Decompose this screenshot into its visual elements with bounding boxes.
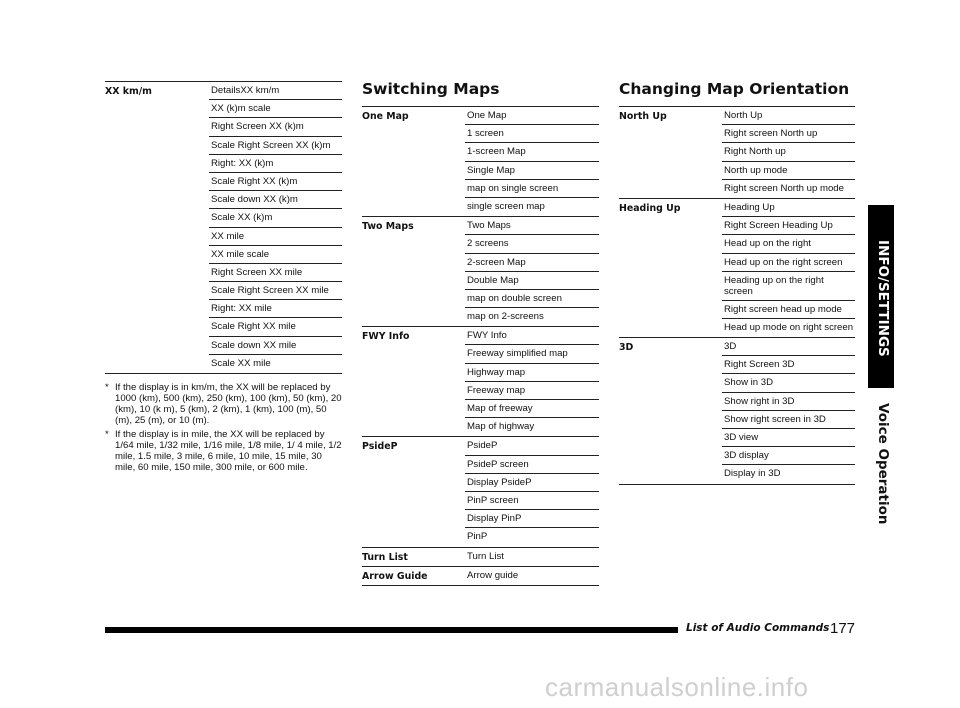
command-value: Two Maps bbox=[465, 217, 599, 235]
command-value: Right Screen XX (k)m bbox=[209, 118, 342, 136]
command-value: Right Screen XX mile bbox=[209, 264, 342, 282]
command-group bbox=[362, 327, 599, 437]
command-value: Right screen North up mode bbox=[724, 182, 844, 194]
group-key: FWY Info bbox=[362, 331, 410, 343]
command-value: Display PinP bbox=[465, 510, 599, 528]
command-value: Scale Right Screen XX (k)m bbox=[209, 137, 342, 155]
command-value: Freeway map bbox=[465, 382, 599, 400]
command-value: DetailsXX km/m bbox=[209, 82, 342, 100]
command-value: Scale Right XX (k)m bbox=[209, 173, 342, 191]
command-value: Right screen head up mode bbox=[722, 301, 855, 319]
command-value: Head up on the right bbox=[722, 235, 855, 253]
group-key: One Map bbox=[362, 111, 409, 122]
command-group bbox=[619, 107, 855, 199]
command-value: PinP screen bbox=[465, 492, 599, 510]
command-value: Right: XX (k)m bbox=[209, 155, 342, 173]
group-key: Turn List bbox=[362, 551, 408, 563]
command-value: FWY Info bbox=[465, 327, 599, 345]
command-value: Scale XX (k)m bbox=[209, 209, 342, 227]
section-heading: Switching Maps bbox=[362, 80, 500, 98]
group-values bbox=[465, 567, 599, 585]
command-value: Heading Up bbox=[722, 199, 855, 217]
command-value: 1 screen bbox=[465, 125, 599, 143]
scale-group bbox=[105, 81, 342, 374]
group-values bbox=[465, 548, 599, 566]
command-value: Map of highway bbox=[467, 421, 535, 433]
command-value: Scale down XX mile bbox=[209, 337, 342, 355]
group-values bbox=[722, 199, 855, 337]
footer-section-title: List of Audio Commands bbox=[686, 622, 830, 634]
command-value: Map of freeway bbox=[465, 400, 599, 418]
command-value: Single Map bbox=[465, 162, 599, 180]
command-group bbox=[362, 107, 599, 217]
group-key: Two Maps bbox=[362, 221, 414, 233]
command-value: 3D display bbox=[722, 447, 855, 465]
command-value: Show in 3D bbox=[722, 374, 855, 392]
command-value: Right Screen Heading Up bbox=[722, 217, 855, 235]
command-value: map on double screen bbox=[465, 290, 599, 308]
group-values bbox=[209, 82, 342, 373]
command-group bbox=[619, 199, 855, 338]
command-value: Head up on the right screen bbox=[722, 254, 855, 272]
command-value: 3D view bbox=[722, 429, 855, 447]
group-values bbox=[465, 327, 599, 436]
scale-commands-column bbox=[105, 81, 342, 476]
watermark: carmanualsonline.info bbox=[545, 672, 809, 702]
section-tab-label-active: INFO/SETTINGS bbox=[875, 240, 891, 357]
footnote-marker: * bbox=[105, 382, 109, 393]
command-value: Scale XX mile bbox=[211, 357, 271, 369]
command-value: single screen map bbox=[467, 200, 545, 212]
command-value: Scale Right XX mile bbox=[209, 318, 342, 336]
command-value: Heading up on the right screen bbox=[722, 272, 855, 301]
group-key: XX km/m bbox=[105, 86, 152, 97]
footer-rule bbox=[105, 627, 678, 633]
group-key: 3D bbox=[619, 342, 634, 354]
switching-maps-table bbox=[362, 106, 599, 586]
footnote-text: If the display is in mile, the XX will be replaced by 1/64 mile, 1/32 mile, 1/16 mile, 1/8 mile, 1/ 4 mile, 1/2 mile, 1.5 mile, 3 mile, 6 mile, 10 mile, 15 mile, 30 mile, 60 mile, 150 mile, 300 mile, or 600 mile. bbox=[115, 429, 342, 473]
command-group bbox=[362, 437, 599, 547]
command-value: map on 2-screens bbox=[467, 311, 544, 323]
group-values bbox=[722, 107, 855, 198]
command-group bbox=[362, 217, 599, 327]
command-value: Scale down XX (k)m bbox=[209, 191, 342, 209]
group-key: Arrow Guide bbox=[362, 570, 428, 582]
command-value: Show right screen in 3D bbox=[722, 411, 855, 429]
section-tab-label: Voice Operation bbox=[875, 403, 891, 525]
command-value: XX mile bbox=[209, 228, 342, 246]
group-key: PsideP bbox=[362, 441, 398, 453]
section-heading: Changing Map Orientation bbox=[619, 80, 850, 98]
command-value: PsideP screen bbox=[465, 456, 599, 474]
footnote bbox=[105, 382, 342, 426]
footnote-marker: * bbox=[105, 429, 109, 440]
command-value: map on single screen bbox=[465, 180, 599, 198]
footnote-text: If the display is in km/m, the XX will be replaced by 1000 (km), 500 (km), 250 (km), 100 (km), 50 (km), 20 (km), 10 (k m), 5 (km), 2 (km), 1 (km), 100 (m), 50 (m), 25 (m), or 10 (m). bbox=[115, 382, 342, 426]
group-values bbox=[465, 437, 599, 546]
command-value: Show right in 3D bbox=[722, 393, 855, 411]
command-value: One Map bbox=[465, 107, 599, 125]
command-value: Display PsideP bbox=[465, 474, 599, 492]
footnotes bbox=[105, 382, 342, 473]
command-value: Right: XX mile bbox=[209, 300, 342, 318]
group-values bbox=[465, 217, 599, 326]
command-value: Highway map bbox=[465, 364, 599, 382]
command-value: North Up bbox=[722, 107, 855, 125]
command-value: Double Map bbox=[465, 272, 599, 290]
command-value: XX mile scale bbox=[209, 246, 342, 264]
map-orientation-table bbox=[619, 106, 855, 485]
group-key: North Up bbox=[619, 111, 667, 122]
command-value: PsideP bbox=[465, 437, 599, 455]
footnote bbox=[105, 429, 342, 473]
page-number: 177 bbox=[830, 620, 856, 637]
switching-maps-column bbox=[362, 80, 599, 586]
command-value: 2-screen Map bbox=[465, 254, 599, 272]
command-value: 2 screens bbox=[465, 235, 599, 253]
command-value: Turn List bbox=[467, 550, 504, 562]
command-value: XX (k)m scale bbox=[209, 100, 342, 118]
command-value: 1-screen Map bbox=[465, 143, 599, 161]
group-key: Heading Up bbox=[619, 202, 681, 214]
command-value: Right Screen 3D bbox=[722, 356, 855, 374]
command-value: North up mode bbox=[722, 162, 855, 180]
command-value: PinP bbox=[467, 531, 488, 543]
command-group bbox=[362, 548, 599, 567]
map-orientation-column bbox=[619, 80, 855, 485]
group-values bbox=[722, 338, 855, 484]
command-value: 3D bbox=[722, 338, 855, 356]
command-group bbox=[362, 567, 599, 586]
command-value: Scale Right Screen XX mile bbox=[209, 282, 342, 300]
command-value: Head up mode on right screen bbox=[724, 321, 854, 333]
group-values bbox=[465, 107, 599, 216]
command-value: Display in 3D bbox=[724, 468, 781, 480]
command-value: Right screen North up bbox=[722, 125, 855, 143]
command-value: Arrow guide bbox=[467, 569, 519, 581]
command-value: Right North up bbox=[722, 143, 855, 161]
command-value: Freeway simplified map bbox=[465, 345, 599, 363]
command-group bbox=[619, 338, 855, 485]
